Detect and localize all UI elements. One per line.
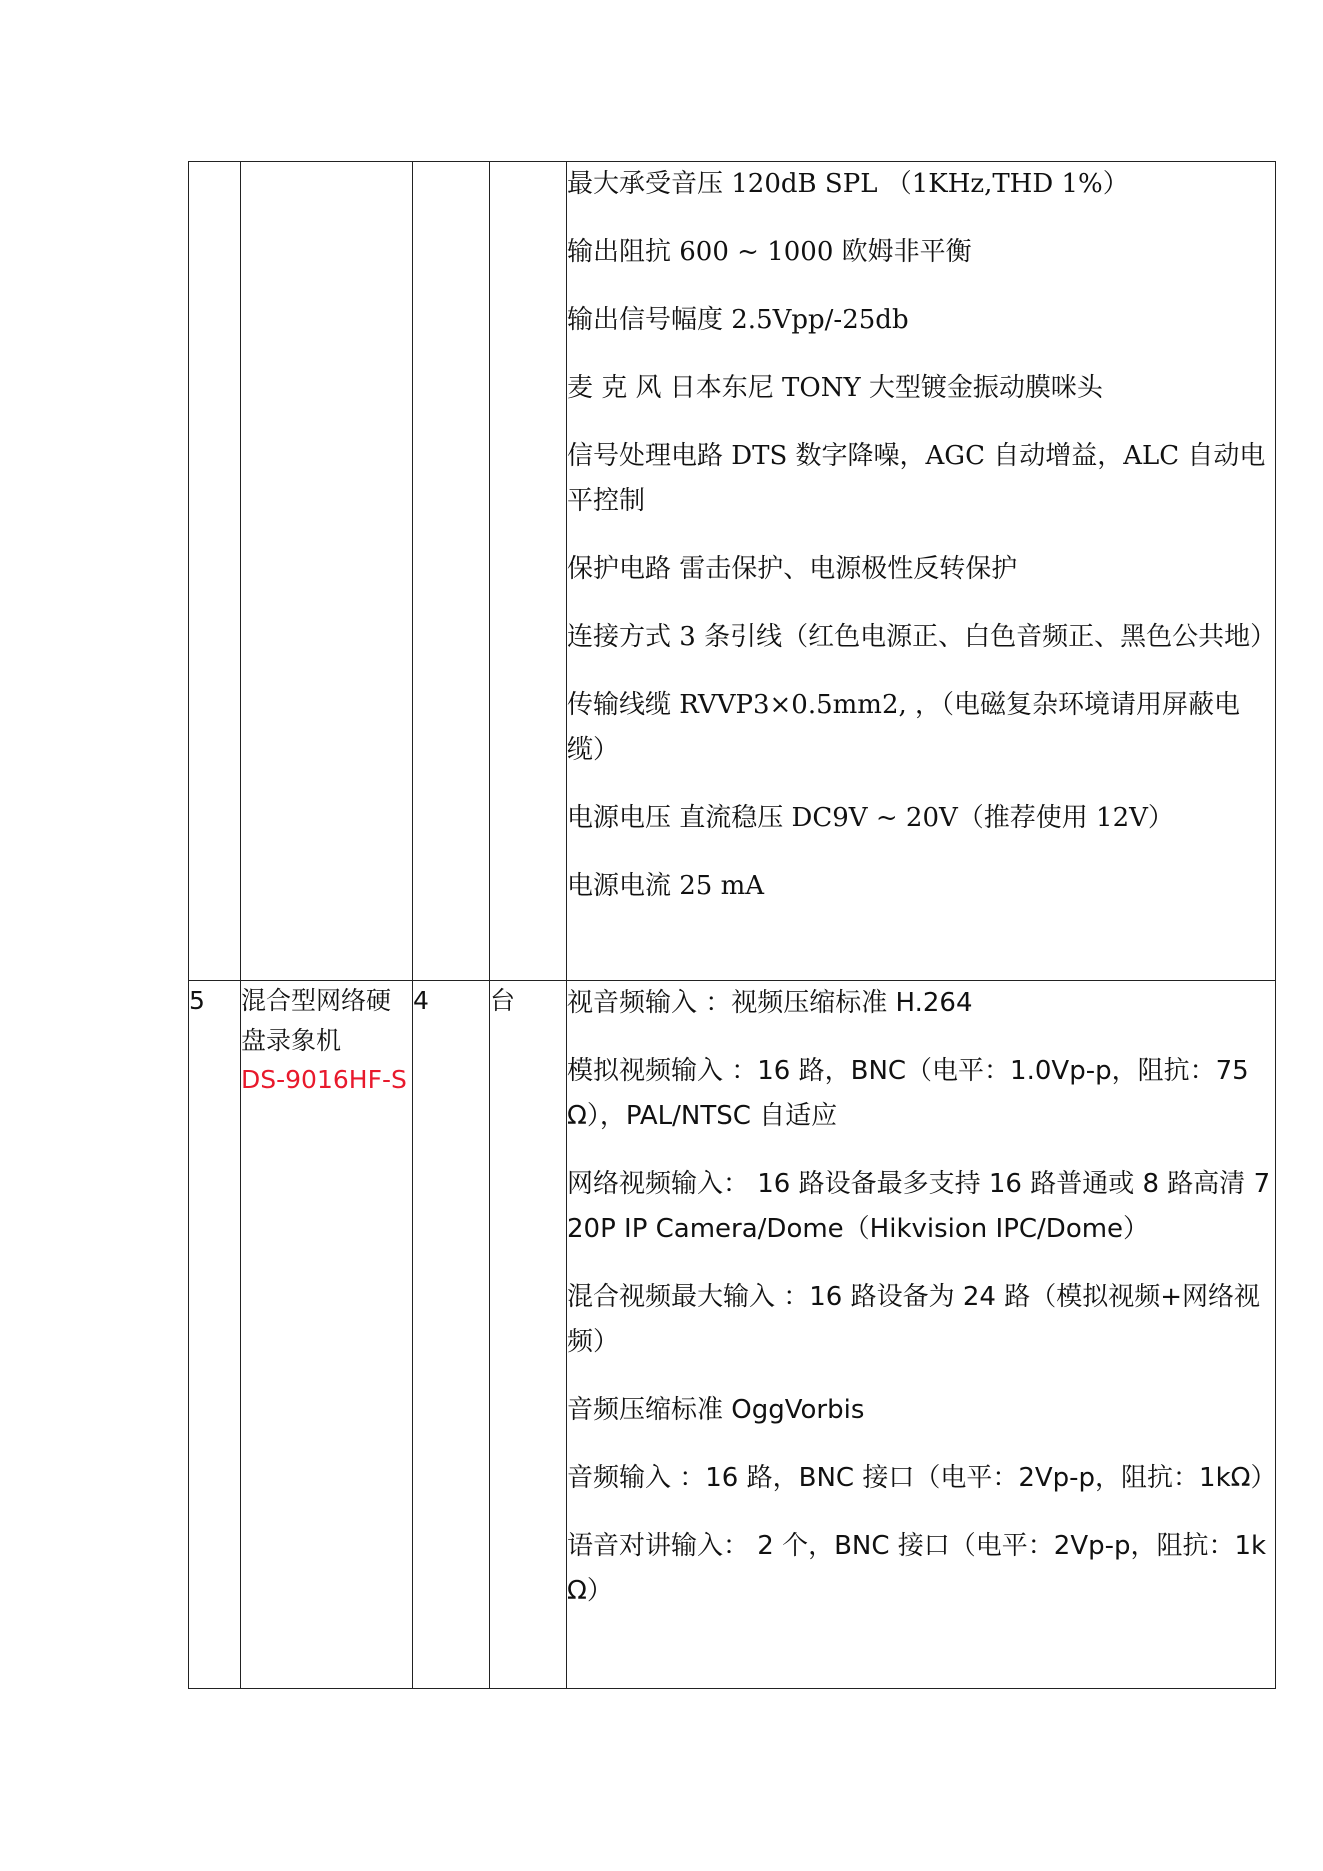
spec-line: 传输线缆 RVVP3×0.5mm2, ，（电磁复杂环境请用屏蔽电缆） xyxy=(567,690,1241,765)
spec-line: 音频输入 ：16 路，BNC 接口（电平：2Vp-p，阻抗：1kΩ） xyxy=(567,1463,1277,1493)
spec-line: 最大承受音压 120dB SPL （1KHz,THD 1%） xyxy=(567,169,1129,199)
spec-line: 电源电流 25 mA xyxy=(567,871,765,901)
spec-line: 保护电路 雷击保护、电源极性反转保护 xyxy=(567,554,1018,584)
spec-line: 电源电压 直流稳压 DC9V ~ 20V（推荐使用 12V） xyxy=(567,803,1174,833)
table-row xyxy=(189,162,1276,981)
product-name-cell xyxy=(241,162,413,981)
table-row xyxy=(189,981,1276,1689)
spec-line: 音频压缩标准 OggVorbis xyxy=(567,1395,865,1425)
quantity-cell: 4 xyxy=(413,981,490,1689)
spec-cell xyxy=(567,162,1276,981)
product-name-cell xyxy=(241,981,413,1689)
spec-table xyxy=(188,161,1276,1689)
spec-cell xyxy=(567,981,1276,1689)
spec-line: 网络视频输入： 16 路设备最多支持 16 路普通或 8 路高清 720P IP Camera/Dome（Hikvision IPC/Dome） xyxy=(567,1169,1271,1244)
spec-line: 连接方式 3 条引线（红色电源正、白色音频正、黑色公共地） xyxy=(567,622,1277,652)
product-name: 混合型网络硬盘录象机 xyxy=(241,986,392,1055)
row-number-cell: 5 xyxy=(189,981,241,1689)
row-number-cell xyxy=(189,162,241,981)
spec-line: 信号处理电路 DTS 数字降噪，AGC 自动增益，ALC 自动电平控制 xyxy=(567,441,1266,516)
unit-cell xyxy=(490,162,567,981)
spec-line: 输出信号幅度 2.5Vpp/-25db xyxy=(567,305,909,335)
unit-cell: 台 xyxy=(490,981,567,1689)
spec-line: 混合视频最大输入 ：16 路设备为 24 路（模拟视频+网络视频） xyxy=(567,1282,1261,1357)
spec-line: 语音对讲输入： 2 个，BNC 接口（电平：2Vp-p，阻抗：1kΩ） xyxy=(567,1531,1267,1606)
product-model: DS-9016HF-S xyxy=(241,1065,407,1094)
spec-line: 模拟视频输入 ：16 路，BNC（电平：1.0Vp-p，阻抗：75Ω），PAL/NTSC 自适应 xyxy=(567,1056,1249,1131)
spec-line: 视音频输入 ：视频压缩标准 H.264 xyxy=(567,988,973,1018)
spec-line: 麦 克 风 日本东尼 TONY 大型镀金振动膜咪头 xyxy=(567,373,1103,403)
quantity-cell xyxy=(413,162,490,981)
spec-line: 输出阻抗 600 ~ 1000 欧姆非平衡 xyxy=(567,237,972,267)
